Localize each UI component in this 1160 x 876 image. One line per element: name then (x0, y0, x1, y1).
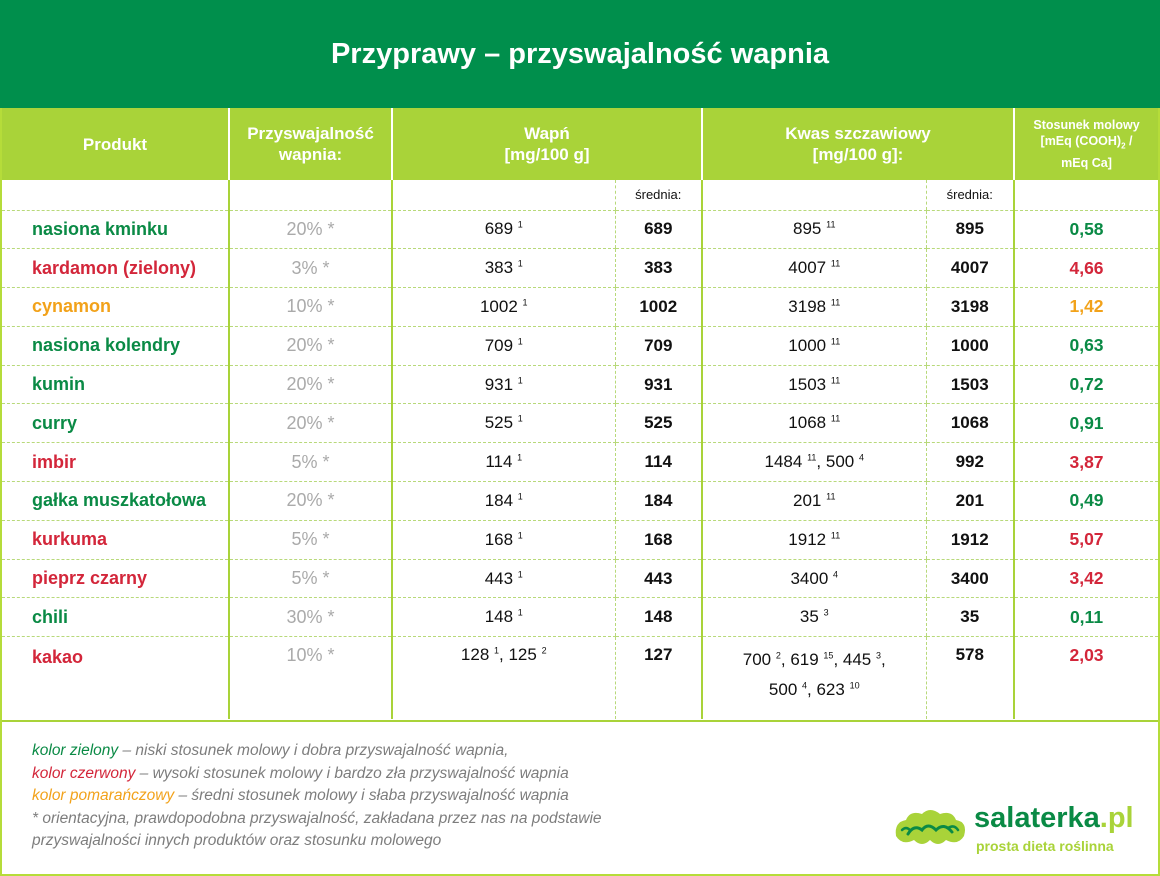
oxalic-average: 1503 (926, 365, 1014, 404)
molar-ratio: 0,49 (1014, 482, 1158, 521)
oxalic-average: 1068 (926, 404, 1014, 443)
calcium-value: 931 $^1$ (392, 365, 615, 404)
header-oxalic-acid: Kwas szczawiowy [mg/100 g]: (702, 108, 1014, 180)
oxalic-average: 1912 (926, 520, 1014, 559)
molar-ratio: 1,42 (1014, 288, 1158, 327)
table-row (2, 520, 1158, 559)
calcium-value: 168 $^1$ (392, 520, 615, 559)
oxalic-average-label: średnia: (926, 180, 1014, 210)
product-name: pieprz czarny (2, 559, 229, 598)
absorption-value: 5% * (229, 443, 392, 482)
calcium-value: 383 $^1$ (392, 249, 615, 288)
logo-tagline: prosta dieta roślinna (976, 838, 1114, 854)
oxalic-average: 3198 (926, 288, 1014, 327)
calcium-average: 1002 (615, 288, 702, 327)
legend-orange: kolor pomarańczowy – średni stosunek molowy i słaba przyswajalność wapnia (32, 787, 569, 804)
product-name: gałka muszkatołowa (2, 482, 229, 521)
table-row (2, 249, 1158, 288)
oxalic-average: 35 (926, 598, 1014, 637)
molar-ratio: 4,66 (1014, 249, 1158, 288)
absorption-value: 5% * (229, 559, 392, 598)
molar-ratio: 0,63 (1014, 326, 1158, 365)
molar-ratio: 5,07 (1014, 520, 1158, 559)
oxalic-average: 4007 (926, 249, 1014, 288)
product-name: nasiona kminku (2, 210, 229, 249)
product-name: chili (2, 598, 229, 637)
molar-ratio: 0,11 (1014, 598, 1158, 637)
calcium-average: 709 (615, 326, 702, 365)
calcium-value: 148 $^1$ (392, 598, 615, 637)
calcium-average: 127 (615, 637, 702, 719)
calcium-average: 689 (615, 210, 702, 249)
calcium-value: 689 $^1$ (392, 210, 615, 249)
salaterka-logo (892, 798, 1142, 858)
table-row (2, 365, 1158, 404)
header-row (2, 108, 1158, 180)
calcium-value: 114 $^1$ (392, 443, 615, 482)
header-product: Produkt (2, 108, 229, 180)
page-title: Przyprawy – przyswajalność wapnia (0, 0, 1160, 108)
calcium-value: 1002 $^1$ (392, 288, 615, 327)
product-name: kumin (2, 365, 229, 404)
oxalic-value: 4007 $^{11}$ (702, 249, 926, 288)
oxalic-value: 1503 $^{11}$ (702, 365, 926, 404)
legend-green: kolor zielony – niski stosunek molowy i dobra przyswajalność wapnia, (32, 742, 509, 759)
molar-ratio: 2,03 (1014, 637, 1158, 719)
calcium-value: 525 $^1$ (392, 404, 615, 443)
absorption-value: 20% * (229, 365, 392, 404)
calcium-value: 709 $^1$ (392, 326, 615, 365)
legend-red: kolor czerwony – wysoki stosunek molowy i bardzo zła przyswajalność wapnia (32, 764, 569, 782)
calcium-average: 443 (615, 559, 702, 598)
product-name: cynamon (2, 288, 229, 327)
calcium-average-label: średnia: (615, 180, 702, 210)
legend-note-2: przyswajalności innych produktów oraz stosunku molowego (32, 832, 442, 849)
product-name: curry (2, 404, 229, 443)
molar-ratio: 0,58 (1014, 210, 1158, 249)
table-row (2, 482, 1158, 521)
calcium-average: 525 (615, 404, 702, 443)
table-row (2, 637, 1158, 719)
oxalic-value: 3400 $^4$ (702, 559, 926, 598)
table-row (2, 404, 1158, 443)
molar-ratio: 3,87 (1014, 443, 1158, 482)
oxalic-value: 3198 $^{11}$ (702, 288, 926, 327)
table-row (2, 598, 1158, 637)
product-name: kurkuma (2, 520, 229, 559)
legend-note-1: * orientacyjna, prawdopodobna przyswajalność, zakładana przez nas na podstawie (32, 809, 602, 827)
table-row (2, 288, 1158, 327)
oxalic-average: 895 (926, 210, 1014, 249)
calcium-value: 184 $^1$ (392, 482, 615, 521)
calcium-average: 114 (615, 443, 702, 482)
table-frame (0, 108, 1160, 876)
oxalic-average: 3400 (926, 559, 1014, 598)
header-absorption: Przyswajalność wapnia: (229, 108, 392, 180)
absorption-value: 30% * (229, 598, 392, 637)
oxalic-value: 1912 $^{11}$ (702, 520, 926, 559)
product-name: kakao (32, 647, 84, 668)
molar-ratio: 3,42 (1014, 559, 1158, 598)
header-calcium: Wapń [mg/100 g] (392, 108, 702, 180)
molar-ratio: 0,91 (1014, 404, 1158, 443)
table-row (2, 210, 1158, 249)
table-row (2, 326, 1158, 365)
calcium-value: 128 $^1$, 125 $^2$ (392, 637, 615, 719)
absorption-value: 20% * (229, 482, 392, 521)
absorption-value: 5% * (229, 520, 392, 559)
legend (32, 740, 792, 853)
leaf-logo-icon (892, 806, 968, 850)
logo-wordmark: salaterka.pl (974, 802, 1134, 834)
subheader-row (2, 180, 1158, 210)
oxalic-value: 1000 $^{11}$ (702, 326, 926, 365)
oxalic-average: 1000 (926, 326, 1014, 365)
absorption-value: 20% * (229, 210, 392, 249)
calcium-average: 148 (615, 598, 702, 637)
legend-divider (2, 720, 1158, 722)
spices-table (2, 108, 1158, 719)
absorption-value: 20% * (229, 404, 392, 443)
calcium-average: 931 (615, 365, 702, 404)
table-row (2, 559, 1158, 598)
product-name: kardamon (zielony) (2, 249, 229, 288)
absorption-value: 10% * (229, 288, 392, 327)
calcium-value: 443 $^1$ (392, 559, 615, 598)
oxalic-average: 578 (926, 637, 1014, 719)
product-name: nasiona kolendry (2, 326, 229, 365)
absorption-value: 10% * (229, 637, 392, 719)
oxalic-value: 895 $^{11}$ (702, 210, 926, 249)
oxalic-average: 201 (926, 482, 1014, 521)
product-name: imbir (2, 443, 229, 482)
calcium-average: 184 (615, 482, 702, 521)
header-molar-ratio: Stosunek molowy [mEq $(COOH)_2$ / mEq Ca] (1014, 108, 1158, 180)
molar-ratio: 0,72 (1014, 365, 1158, 404)
oxalic-value: 201 $^{11}$ (702, 482, 926, 521)
oxalic-value: 700 $^2$, 619 $^{15}$, 445 $^3$, 500 $^4$, 623 $^{10}$ (702, 637, 926, 719)
oxalic-value: 35 $^3$ (702, 598, 926, 637)
oxalic-value: 1484 $^{11}$, 500 $^4$ (702, 443, 926, 482)
oxalic-average: 992 (926, 443, 1014, 482)
absorption-value: 20% * (229, 326, 392, 365)
calcium-average: 383 (615, 249, 702, 288)
absorption-value: 3% * (229, 249, 392, 288)
oxalic-value: 1068 $^{11}$ (702, 404, 926, 443)
calcium-average: 168 (615, 520, 702, 559)
table-row (2, 443, 1158, 482)
